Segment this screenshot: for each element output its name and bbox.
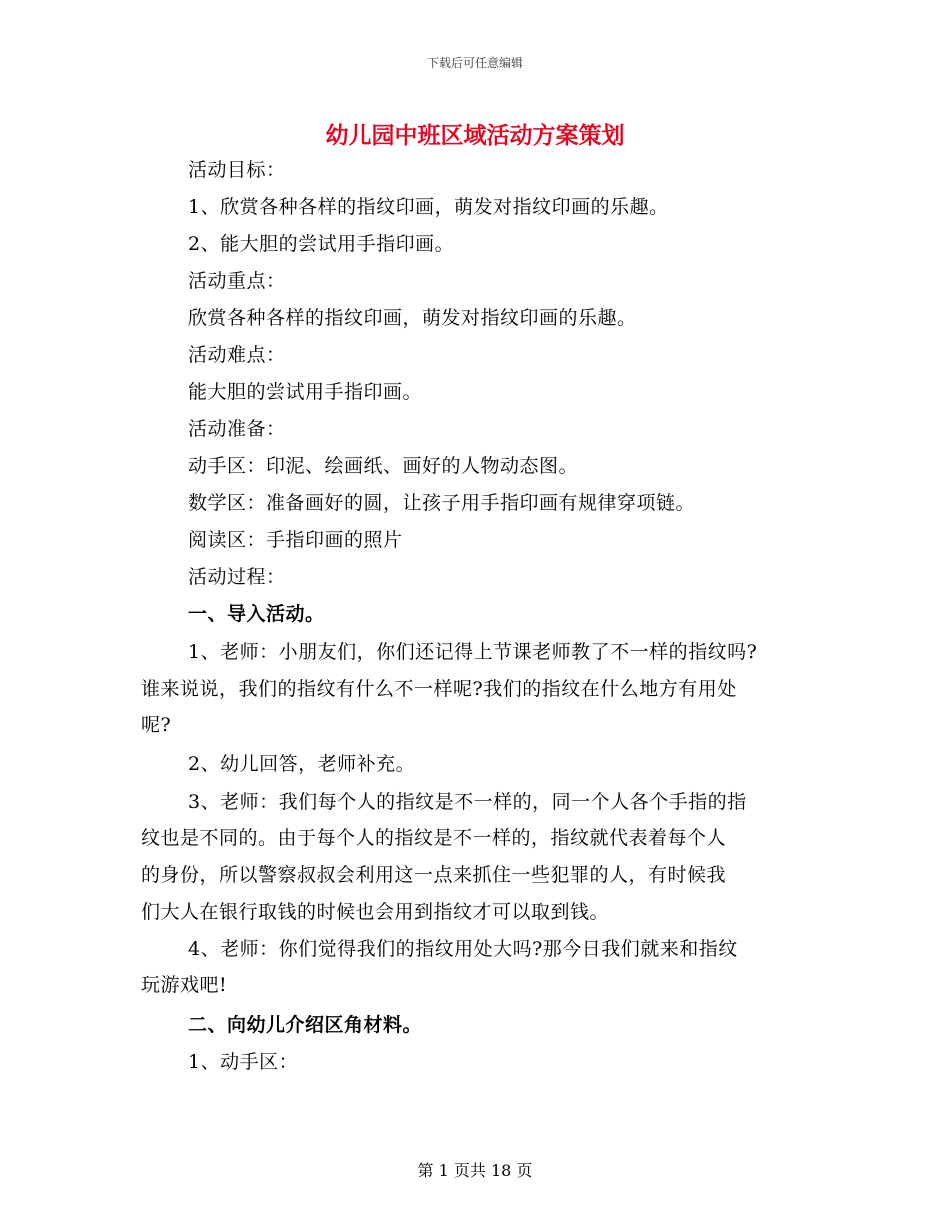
text-line-step-1c: 呢?: [141, 714, 172, 736]
text-line-step-3b: 纹也是不同的。由于每个人的指纹是不一样的，指纹就代表着每个人: [141, 827, 727, 849]
text-line-prep-handwork: 动手区：印泥、绘画纸、画好的人物动态图。: [188, 455, 579, 477]
text-line-goal-1: 1、欣赏各种各样的指纹印画，萌发对指纹印画的乐趣。: [188, 196, 669, 218]
text-line-step-1a: 1、老师：小朋友们，你们还记得上节课老师教了不一样的指纹吗?: [188, 641, 758, 663]
text-line-step-3a: 3、老师：我们每个人的指纹是不一样的，同一个人各个手指的指: [188, 791, 747, 813]
text-line-difficulty: 能大胆的尝试用手指印画。: [188, 381, 423, 403]
text-line-goal-heading: 活动目标：: [188, 159, 286, 181]
text-line-step-4a: 4、老师：你们觉得我们的指纹用处大吗?那今日我们就来和指纹: [188, 938, 738, 960]
text-line-focus-heading: 活动重点：: [188, 270, 286, 292]
text-line-difficulty-heading: 活动难点：: [188, 344, 286, 366]
section-heading-materials: 二、向幼儿介绍区角材料。: [188, 1014, 423, 1036]
text-line-step-3c: 的身份，所以警察叔叔会利用这一点来抓住一些犯罪的人，有时候我: [141, 864, 727, 886]
section-heading-intro: 一、导入活动。: [188, 603, 325, 625]
text-line-prep-heading: 活动准备：: [188, 418, 286, 440]
text-line-step-1b: 谁来说说，我们的指纹有什么不一样呢?我们的指纹在什么地方有用处: [141, 678, 737, 700]
text-line-handwork-area: 1、动手区：: [188, 1051, 299, 1073]
text-line-goal-2: 2、能大胆的尝试用手指印画。: [188, 233, 455, 255]
document-title: 幼儿园中班区域活动方案策划: [325, 123, 625, 149]
text-line-step-3d: 们大人在银行取钱的时候也会用到指纹才可以取到钱。: [141, 901, 610, 923]
text-line-process-heading: 活动过程：: [188, 566, 286, 588]
text-line-step-2: 2、幼儿回答，老师补充。: [188, 753, 416, 775]
page-header: 下载后可任意编辑: [426, 56, 523, 70]
text-line-step-4b: 玩游戏吧!: [141, 974, 228, 996]
text-line-focus: 欣赏各种各样的指纹印画，萌发对指纹印画的乐趣。: [188, 307, 637, 329]
page-footer: 第 1 页共 18 页: [417, 1161, 533, 1180]
text-line-prep-reading: 阅读区：手指印画的照片: [188, 529, 403, 551]
text-line-prep-math: 数学区：准备画好的圆，让孩子用手指印画有规律穿项链。: [188, 492, 696, 514]
